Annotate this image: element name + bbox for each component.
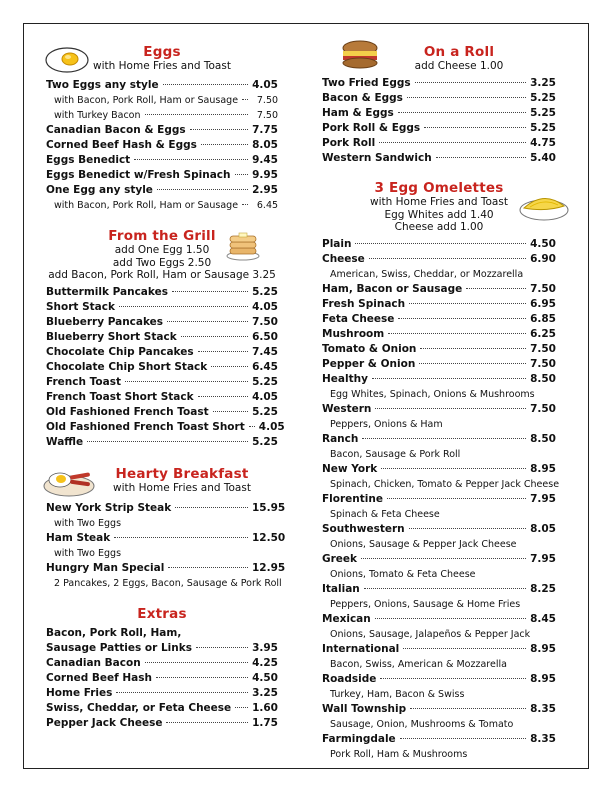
menu-item-row — [322, 402, 556, 417]
menu-item-price: 9.45 — [252, 154, 278, 166]
dot-leader — [145, 114, 248, 115]
menu-item-name: One Egg any style — [46, 184, 153, 196]
menu-item-row — [322, 492, 556, 507]
menu-item-name: Feta Cheese — [322, 312, 395, 325]
menu-item-price: 7.95 — [530, 552, 556, 565]
menu-item-row — [46, 561, 286, 576]
menu-item-name: Two Eggs any style — [46, 79, 159, 91]
menu-item-price: 8.50 — [530, 432, 556, 445]
menu-item-price: 8.35 — [530, 702, 556, 715]
hearty-section — [46, 466, 286, 591]
menu-item-name: Ham & Eggs — [322, 107, 394, 119]
menu-item-name: Mushroom — [322, 327, 385, 340]
menu-item-row — [322, 642, 556, 657]
menu-item-price: 4.50 — [252, 672, 278, 684]
dot-leader — [407, 97, 526, 98]
dot-leader — [415, 82, 526, 83]
dot-leader — [87, 441, 248, 442]
menu-item-name: Two Fried Eggs — [322, 77, 411, 89]
menu-item-price: 5.25 — [252, 435, 278, 448]
eggs-title: Eggs — [143, 44, 181, 60]
menu-item-name: Wall Township — [322, 702, 407, 715]
menu-item-price: 3.25 — [252, 687, 278, 699]
menu-item-name: Ranch — [322, 432, 359, 445]
omelettes-note-2: Egg Whites add 1.40 — [384, 208, 494, 221]
menu-item-row — [46, 435, 278, 450]
dot-leader — [409, 528, 526, 529]
menu-item-price: 6.50 — [252, 330, 278, 343]
menu-item-name: Chocolate Chip Pancakes — [46, 345, 194, 358]
menu-item-price: 8.45 — [530, 612, 556, 625]
dot-leader — [361, 558, 526, 559]
menu-item-row — [46, 390, 278, 405]
menu-item-row — [46, 183, 278, 198]
menu-item-name: Italian — [322, 582, 360, 595]
omelettes-section — [322, 180, 560, 762]
dot-leader — [235, 707, 248, 708]
dot-leader — [362, 438, 526, 439]
menu-item-row — [46, 656, 278, 671]
menu-item-row — [322, 252, 556, 267]
menu-item-name: Canadian Bacon & Eggs — [46, 124, 186, 136]
menu-item-row — [322, 151, 556, 166]
menu-item-price: 8.35 — [530, 732, 556, 745]
dot-leader — [420, 348, 526, 349]
menu-item-name: Old Fashioned French Toast — [46, 405, 209, 418]
menu-item-price: 7.50 — [530, 357, 556, 370]
dot-leader — [172, 291, 248, 292]
dot-leader — [369, 258, 526, 259]
menu-item-name: Cheese — [322, 252, 365, 265]
dot-leader — [364, 588, 526, 589]
roll-subtitle: add Cheese 1.00 — [414, 60, 504, 72]
dot-leader — [114, 537, 248, 538]
menu-item-price: 7.50 — [252, 315, 278, 328]
menu-item-name: Western Sandwich — [322, 152, 432, 164]
menu-item-row — [322, 432, 556, 447]
dot-leader — [466, 288, 526, 289]
dot-leader — [375, 408, 526, 409]
menu-item-description: Peppers, Onions, Sausage & Home Fries — [330, 598, 521, 610]
menu-item-price: 8.05 — [252, 139, 278, 151]
menu-item-price: 8.95 — [530, 642, 556, 655]
grill-note-3: add Bacon, Pork Roll, Ham or Sausage 3.25 — [48, 269, 276, 281]
menu-item-row — [46, 701, 278, 716]
grill-title: From the Grill — [108, 228, 216, 244]
menu-item-price: 3.25 — [530, 77, 556, 89]
menu-item-description: American, Swiss, Cheddar, or Mozzarella — [330, 268, 524, 280]
dot-leader — [167, 321, 248, 322]
omelettes-note-3: Cheese add 1.00 — [394, 221, 484, 233]
menu-item-price: 6.95 — [530, 297, 556, 310]
menu-item-name: Greek — [322, 552, 358, 565]
dot-leader — [134, 159, 248, 160]
menu-item-description: Spinach, Chicken, Tomato & Pepper Jack Cheese — [330, 478, 560, 490]
menu-item-name: Western — [322, 402, 372, 415]
menu-item-row — [322, 372, 556, 387]
menu-item-price: 1.60 — [252, 702, 278, 714]
menu-item-name: Eggs Benedict w/Fresh Spinach — [46, 169, 231, 181]
menu-item-name: Farmingdale — [322, 732, 396, 745]
dot-leader — [125, 381, 248, 382]
menu-item-price: 12.50 — [252, 532, 286, 544]
dot-leader — [156, 677, 248, 678]
menu-item-row — [322, 327, 556, 342]
menu-item-name: Canadian Bacon — [46, 657, 141, 669]
menu-item-name: French Toast — [46, 375, 121, 388]
menu-item-row — [46, 300, 278, 315]
omelettes-list — [322, 237, 560, 762]
menu-item-description: Bacon, Swiss, American & Mozzarella — [330, 658, 507, 670]
grill-list — [46, 285, 285, 450]
menu-item-price: 6.85 — [530, 312, 556, 325]
menu-item-name: Plain — [322, 237, 352, 250]
dot-leader — [213, 411, 248, 412]
menu-item-price: 7.45 — [252, 345, 278, 358]
dot-leader — [242, 99, 248, 100]
menu-item-price: 9.95 — [252, 169, 278, 181]
menu-item-price: 5.40 — [530, 152, 556, 164]
menu-item-price: 5.25 — [252, 375, 278, 388]
menu-item-name: Roadside — [322, 672, 377, 685]
menu-item-row — [46, 153, 278, 168]
menu-item-name: Pepper & Onion — [322, 357, 416, 370]
menu-item-name: Buttermilk Pancakes — [46, 285, 168, 298]
menu-item-name: Corned Beef Hash & Eggs — [46, 139, 197, 151]
menu-item-row — [46, 671, 278, 686]
dot-leader — [242, 204, 248, 205]
dot-leader — [387, 498, 526, 499]
menu-item-name: New York — [322, 462, 378, 475]
menu-item-row — [46, 501, 286, 516]
menu-item-name: Blueberry Short Stack — [46, 330, 177, 343]
menu-item-name: Chocolate Chip Short Stack — [46, 360, 208, 373]
menu-item-row — [322, 582, 556, 597]
menu-item-row — [322, 552, 556, 567]
menu-item-price: 7.75 — [252, 124, 278, 136]
menu-item-description: Egg Whites, Spinach, Onions & Mushrooms — [330, 388, 535, 400]
menu-item-description: Onions, Sausage, Jalapeños & Pepper Jack — [330, 628, 531, 640]
menu-item-name: Sausage Patties or Links — [46, 642, 192, 654]
menu-item-name: Ham, Bacon or Sausage — [322, 282, 463, 295]
dot-leader — [372, 378, 526, 379]
menu-item-price: 5.25 — [252, 405, 278, 418]
menu-item-description: Bacon, Sausage & Pork Roll — [330, 448, 461, 460]
menu-item-row — [46, 641, 278, 656]
menu-item-row — [322, 106, 556, 121]
roll-section — [322, 44, 556, 166]
menu-item-row — [322, 612, 556, 627]
menu-item-name: Pepper Jack Cheese — [46, 717, 163, 729]
dot-leader — [145, 662, 248, 663]
dot-leader — [424, 127, 526, 128]
menu-item-price: 6.90 — [530, 252, 556, 265]
menu-item-name: Eggs Benedict — [46, 154, 131, 166]
menu-item-price: 4.05 — [252, 79, 278, 91]
dot-leader — [355, 243, 526, 244]
dot-leader — [388, 333, 526, 334]
menu-item-name: with Turkey Bacon — [54, 110, 141, 121]
menu-item-row — [46, 78, 278, 93]
extras-first-line: Bacon, Pork Roll, Ham, — [46, 627, 182, 639]
menu-item-name: Waffle — [46, 435, 84, 448]
roll-title: On a Roll — [423, 44, 495, 60]
dot-leader — [166, 722, 248, 723]
dot-leader — [119, 306, 248, 307]
menu-item-name: with Bacon, Pork Roll, Ham or Sausage — [54, 200, 239, 211]
dot-leader — [419, 363, 526, 364]
menu-item-price: 5.25 — [252, 285, 278, 298]
menu-item-row — [46, 93, 278, 108]
menu-item-row — [322, 297, 556, 312]
menu-item-row — [322, 282, 556, 297]
menu-item-price: 6.45 — [252, 360, 278, 373]
dot-leader — [175, 507, 248, 508]
dot-leader — [198, 396, 248, 397]
menu-item-price: 7.50 — [256, 95, 279, 106]
menu-item-description: Onions, Tomato & Feta Cheese — [330, 568, 476, 580]
menu-item-row — [46, 330, 278, 345]
menu-item-price: 2.95 — [252, 184, 278, 196]
hearty-list — [46, 501, 286, 591]
menu-item-name: Fresh Spinach — [322, 297, 406, 310]
roll-list — [322, 76, 556, 166]
menu-item-row — [46, 123, 278, 138]
dot-leader — [181, 336, 248, 337]
menu-item-name: Swiss, Cheddar, or Feta Cheese — [46, 702, 232, 714]
menu-item-name: New York Strip Steak — [46, 502, 172, 514]
dot-leader — [190, 129, 248, 130]
menu-item-price: 15.95 — [252, 502, 286, 514]
extras-section — [46, 606, 278, 731]
menu-item-row — [322, 672, 556, 687]
eggs-list — [46, 78, 278, 213]
menu-item-price: 8.50 — [530, 372, 556, 385]
menu-item-description: Turkey, Ham, Bacon & Swiss — [330, 688, 465, 700]
menu-item-price: 7.95 — [530, 492, 556, 505]
menu-item-name: French Toast Short Stack — [46, 390, 194, 403]
menu-item-row — [322, 522, 556, 537]
dot-leader — [168, 567, 248, 568]
menu-item-price: 8.25 — [530, 582, 556, 595]
eggs-section — [46, 44, 278, 213]
omelettes-title: 3 Egg Omelettes — [374, 180, 504, 196]
menu-item-row — [46, 405, 278, 420]
menu-item-row — [46, 285, 278, 300]
menu-item-name: Old Fashioned French Toast Short — [46, 420, 245, 433]
menu-item-row — [46, 345, 278, 360]
menu-item-row — [46, 420, 285, 435]
menu-item-description: with Two Eggs — [54, 548, 122, 559]
menu-item-price: 8.95 — [530, 672, 556, 685]
menu-item-name: with Bacon, Pork Roll, Ham or Sausage — [54, 95, 239, 106]
menu-item-row — [322, 342, 556, 357]
dot-leader — [436, 157, 526, 158]
menu-item-name: Mexican — [322, 612, 371, 625]
menu-item-price: 7.50 — [530, 342, 556, 355]
menu-item-price: 6.25 — [530, 327, 556, 340]
eggs-subtitle: with Home Fries and Toast — [93, 60, 231, 72]
grill-note-2: add Two Eggs 2.50 — [112, 256, 212, 269]
extras-list — [46, 641, 278, 731]
menu-item-row — [322, 76, 556, 91]
menu-item-row — [46, 716, 278, 731]
menu-item-row — [46, 360, 278, 375]
menu-item-price: 6.45 — [256, 200, 279, 211]
dot-leader — [198, 351, 248, 352]
menu-item-price: 8.95 — [530, 462, 556, 475]
menu-item-price: 4.05 — [252, 390, 278, 403]
dot-leader — [381, 468, 526, 469]
menu-item-price: 7.50 — [530, 402, 556, 415]
dot-leader — [410, 708, 526, 709]
extras-title: Extras — [137, 606, 187, 622]
menu-item-name: Short Stack — [46, 300, 115, 313]
menu-item-name: Florentine — [322, 492, 383, 505]
menu-item-price: 4.05 — [258, 420, 285, 433]
menu-item-price: 7.50 — [530, 282, 556, 295]
menu-item-name: Pork Roll & Eggs — [322, 122, 421, 134]
menu-item-price: 5.25 — [530, 107, 556, 119]
menu-item-row — [46, 315, 278, 330]
menu-item-price: 4.75 — [530, 137, 556, 149]
dot-leader — [400, 738, 526, 739]
dot-leader — [157, 189, 248, 190]
menu-item-description: Pork Roll, Ham & Mushrooms — [330, 748, 468, 760]
hearty-title: Hearty Breakfast — [115, 466, 249, 482]
menu-item-row — [46, 108, 278, 123]
menu-item-name: Bacon & Eggs — [322, 92, 403, 104]
menu-item-row — [46, 375, 278, 390]
dot-leader — [163, 84, 248, 85]
dot-leader — [201, 144, 248, 145]
dot-leader — [375, 618, 526, 619]
menu-item-row — [46, 168, 278, 183]
dot-leader — [196, 647, 248, 648]
menu-item-row — [322, 237, 556, 252]
menu-item-name: Home Fries — [46, 687, 113, 699]
menu-item-price: 5.25 — [530, 122, 556, 134]
menu-item-row — [46, 686, 278, 701]
dot-leader — [235, 174, 249, 175]
menu-item-name: Ham Steak — [46, 532, 111, 544]
menu-item-price: 7.50 — [256, 110, 278, 121]
menu-item-description: Sausage, Onion, Mushrooms & Tomato — [330, 718, 514, 730]
dot-leader — [211, 366, 248, 367]
menu-item-description: Peppers, Onions & Ham — [330, 418, 443, 430]
menu-item-name: Southwestern — [322, 522, 405, 535]
menu-item-price: 4.05 — [252, 300, 278, 313]
dot-leader — [379, 142, 526, 143]
menu-item-price: 1.75 — [252, 717, 278, 729]
menu-item-price: 4.50 — [530, 237, 556, 250]
menu-item-row — [46, 138, 278, 153]
menu-item-row — [46, 198, 278, 213]
grill-section — [46, 228, 285, 450]
dot-leader — [409, 303, 526, 304]
menu-item-description: 2 Pancakes, 2 Eggs, Bacon, Sausage & Pork Roll — [54, 578, 282, 589]
menu-item-price: 12.95 — [252, 562, 286, 574]
menu-item-description: Onions, Sausage & Pepper Jack Cheese — [330, 538, 517, 550]
menu-item-name: Hungry Man Special — [46, 562, 165, 574]
dot-leader — [249, 426, 255, 427]
menu-item-row — [322, 136, 556, 151]
hearty-subtitle: with Home Fries and Toast — [113, 482, 251, 494]
menu-item-description: Spinach & Feta Cheese — [330, 508, 440, 520]
menu-item-row — [322, 702, 556, 717]
menu-item-name: International — [322, 642, 400, 655]
dot-leader — [116, 692, 248, 693]
menu-item-name: Tomato & Onion — [322, 342, 417, 355]
menu-item-price: 5.25 — [530, 92, 556, 104]
dot-leader — [380, 678, 526, 679]
menu-item-row — [322, 357, 556, 372]
menu-item-name: Corned Beef Hash — [46, 672, 152, 684]
menu-item-name: Pork Roll — [322, 137, 376, 149]
menu-item-price: 3.95 — [252, 642, 278, 654]
menu-item-row — [322, 91, 556, 106]
dot-leader — [398, 112, 526, 113]
omelettes-note-1: with Home Fries and Toast — [370, 196, 508, 208]
menu-item-description: with Two Eggs — [54, 518, 122, 529]
menu-item-row — [322, 732, 556, 747]
menu-item-row — [322, 312, 556, 327]
menu-item-row — [322, 462, 556, 477]
menu-item-name: Blueberry Pancakes — [46, 315, 164, 328]
menu-item-price: 8.05 — [530, 522, 556, 535]
menu-item-price: 4.25 — [252, 657, 278, 669]
dot-leader — [398, 318, 526, 319]
menu-item-name: Healthy — [322, 372, 368, 385]
dot-leader — [403, 648, 526, 649]
grill-note-1: add One Egg 1.50 — [114, 244, 210, 256]
menu-item-row — [322, 121, 556, 136]
menu-item-row — [46, 531, 286, 546]
